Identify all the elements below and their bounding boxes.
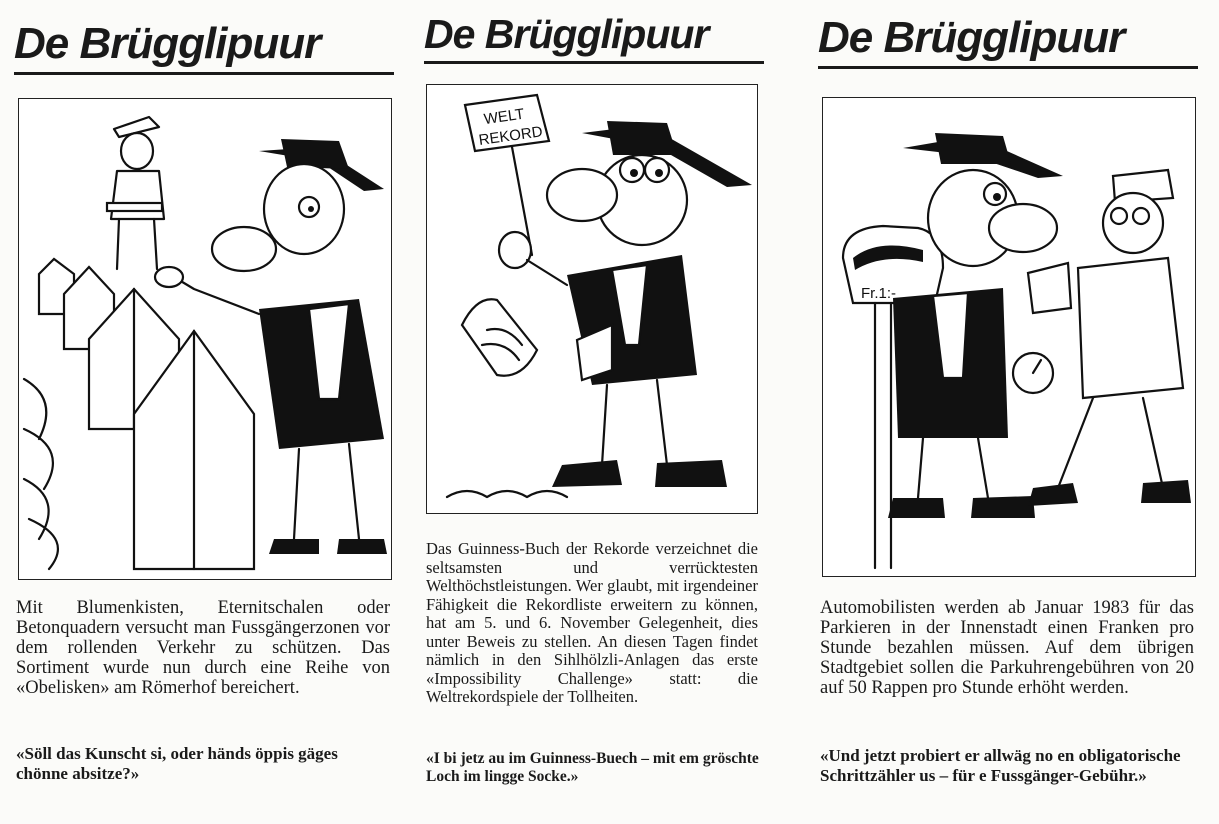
title-rule xyxy=(14,72,394,75)
plant-leaves xyxy=(24,379,58,569)
man-figure xyxy=(888,133,1063,518)
cartoon-column-1 xyxy=(14,0,394,824)
article-text: Automobilisten werden ab Januar 1983 für das Parkieren in der Innenstadt einen Franken pro Stunde bezahlen müssen. Auf dem übrigen Stadtgebiet sollen die Parkuhrengebühren von 20 auf 50 Rappen pro Stunde erhöht werden. xyxy=(820,598,1194,698)
cartoon-column-2 xyxy=(424,0,764,824)
sign-text-line-2: REKORD xyxy=(477,123,544,149)
cartoon-panel-parking-meter xyxy=(822,97,1196,577)
column-title: De Brügglipuur xyxy=(14,19,321,68)
article-text: Mit Blumenkisten, Eternitschalen oder Betonquadern versucht man Fussgängerzonen vor dem rollenden Verkehr zu schützen. Das Sortiment wurde nun durch eine Reihe von «Obelisken» am Römerhof bereichert. xyxy=(16,598,390,698)
cartoon-panel-world-record xyxy=(426,84,758,514)
cartoon-illustration xyxy=(19,99,391,579)
policeman-figure xyxy=(107,117,164,269)
cartoon-caption: «I bi jetz au im Guinness-Buech – mit em gröschte Loch im lingge Socke.» xyxy=(426,750,759,785)
cartoon-panel-obelisks xyxy=(18,98,392,580)
cartoon-caption: «Und jetzt probiert er allwäg no en obligatorische Schrittzähler us – für e Fussgänger-Gebühr.» xyxy=(820,746,1181,785)
cartoon-illustration xyxy=(823,98,1195,576)
meter-label: Fr.1:- xyxy=(861,285,897,302)
title-rule xyxy=(818,66,1198,69)
world-record-sign xyxy=(465,95,549,255)
column-title: De Brügglipuur xyxy=(818,13,1125,62)
title-rule xyxy=(424,61,764,64)
sign-text-line-1: WELT xyxy=(482,105,526,129)
cartoon-illustration xyxy=(427,85,757,513)
cartoon-caption: «Söll das Kunscht si, oder händs öppis gäges chönne absitze?» xyxy=(16,744,338,783)
obelisk-shapes xyxy=(39,259,254,569)
man-figure xyxy=(447,121,752,497)
column-title: De Brügglipuur xyxy=(424,11,709,57)
cartoon-column-3 xyxy=(818,0,1198,824)
article-text: Das Guinness-Buch der Rekorde verzeichnet die seltsamsten und verrücktesten Welthöchstleistungen. Wer glaubt, mit irgendeiner Fähigkeit die Rekordliste erweitern zu können, hat am 5. und 6. November Gelegenheit, dies unter Beweis zu stellen. An diesen Tagen findet nämlich in den Sihlhölzli-Anlagen das erste «Impossibility Challenge» statt: die Weltrekordspiele der Tollheiten. xyxy=(426,539,758,706)
